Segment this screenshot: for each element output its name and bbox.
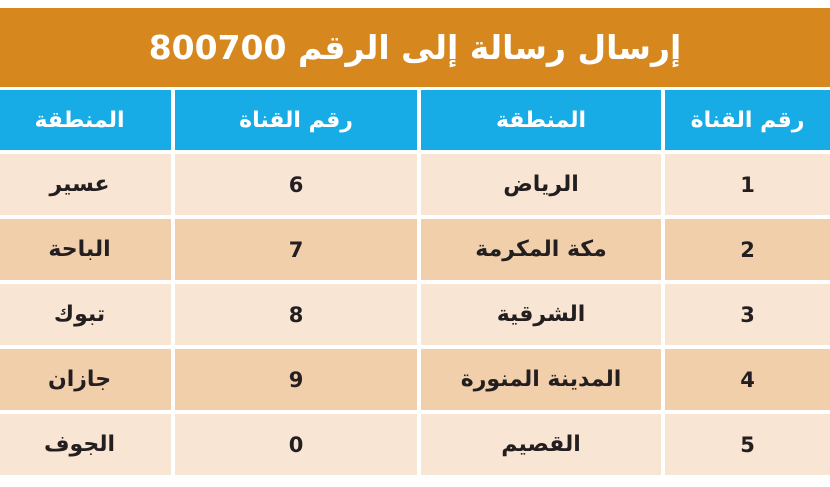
table-cell-channel: 3 (665, 284, 830, 345)
header-region-1: المنطقة (421, 90, 661, 150)
table-cell-channel: 1 (665, 154, 830, 215)
header-channel-number-1: رقم القناة (665, 90, 830, 150)
table-cell-channel: 7 (175, 219, 417, 280)
table-cell-region: الشرقية (421, 284, 661, 345)
header-region-2: المنطقة (0, 90, 171, 150)
table-cell-channel: 8 (175, 284, 417, 345)
table-cell-channel: 0 (175, 414, 417, 475)
table-cell-channel: 5 (665, 414, 830, 475)
table-cell-channel: 6 (175, 154, 417, 215)
table-cell-region: المدينة المنورة (421, 349, 661, 410)
table-cell-region: الجوف (0, 414, 171, 475)
table-cell-region: جازان (0, 349, 171, 410)
table-cell-channel: 4 (665, 349, 830, 410)
table-cell-region: الباحة (0, 219, 171, 280)
title-bar (0, 8, 830, 87)
header-channel-number-2: رقم القناة (175, 90, 417, 150)
table-cell-channel: 9 (175, 349, 417, 410)
channels-table (0, 90, 830, 475)
table-cell-region: مكة المكرمة (421, 219, 661, 280)
table-cell-channel: 2 (665, 219, 830, 280)
table-cell-region: تبوك (0, 284, 171, 345)
table-cell-region: القصيم (421, 414, 661, 475)
table-title: إرسال رسالة إلى الرقم 800700 (148, 28, 682, 67)
table-cell-region: الرياض (421, 154, 661, 215)
table-cell-region: عسير (0, 154, 171, 215)
